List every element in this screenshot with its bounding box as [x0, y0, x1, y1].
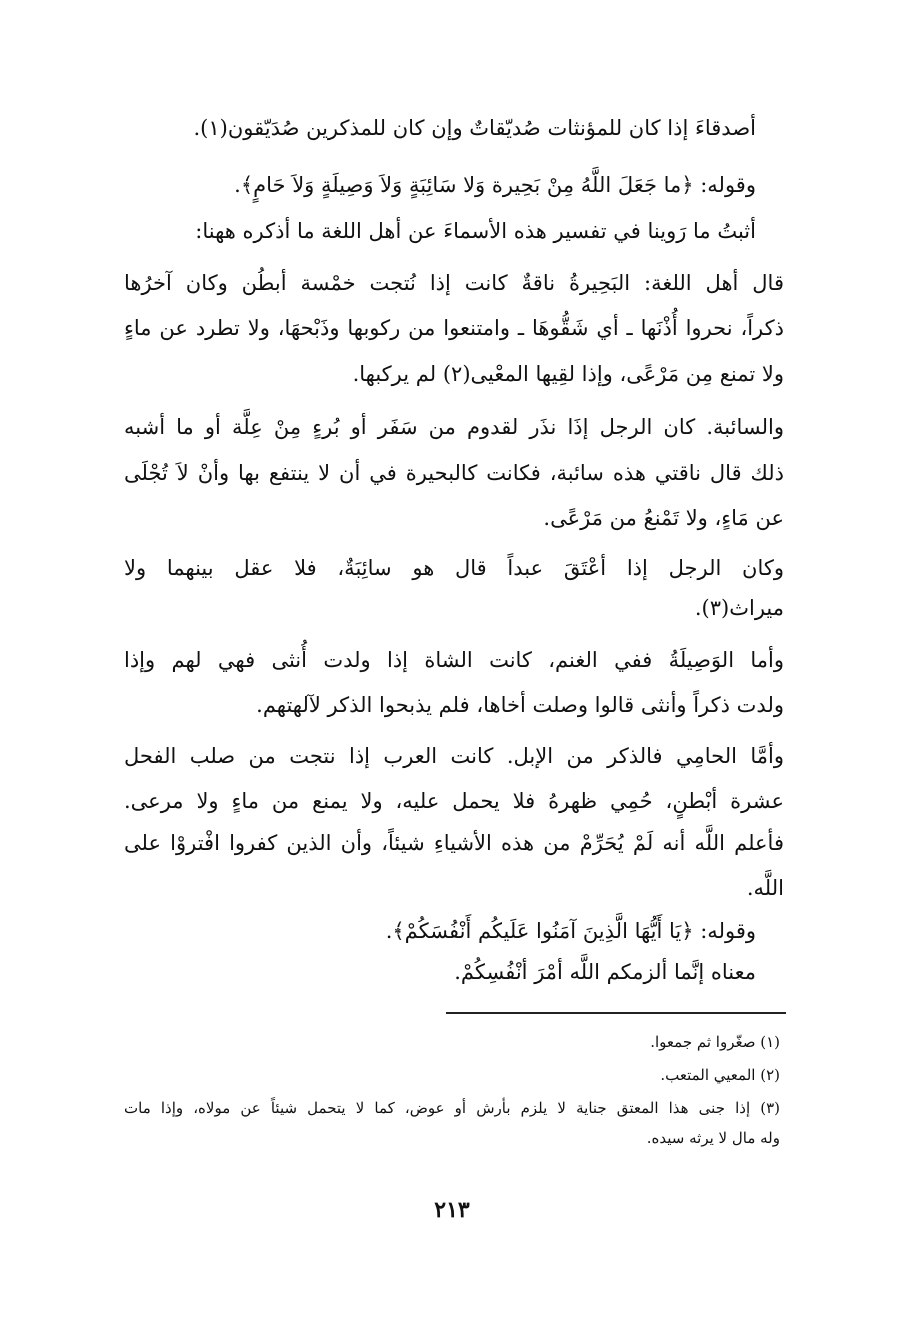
text-line-15: عشرة أبْطنٍ، حُمِي ظهرهُ فلا يحمل عليه، ولا يمنع من ماءٍ ولا مرعى. — [124, 789, 784, 813]
text-line-14: وأمَّا الحامِي فالذكر من الإبل. كانت العرب إذا نتجت من صلب الفحل — [124, 744, 784, 768]
text-line-19: معناه إنَّما ألزمكم اللَّه أمْرَ أنْفُسِكُمْ. — [454, 960, 756, 984]
text-line-9: عن مَاءٍ، ولا تَمْنعُ من مَرْعًى. — [543, 506, 784, 530]
text-line-1: أصدقاءَ إذا كان للمؤنثات صُديّقاتٌ وإن كان للمذكرين صُدَيّقون(١). — [193, 116, 756, 140]
text-line-10: وكان الرجل إذا أعْتَقَ عبداً قال هو سائِبَةٌ، فلا عقل بينهما ولا — [124, 556, 784, 580]
text-line-5: ذكراً، نحروا أُذْنَها ـ أي شَقُّوهَا ـ وامتنعوا من ركوبها وذَبْحهَا، ولا تطرد عن ماءٍ — [124, 316, 784, 340]
footnote-3: (٣) إذا جنى هذا المعتق جناية لا يلزم بأرش أو عوض، كما لا يتحمل شيئاً عن مولاه، وإذا مات — [124, 1099, 780, 1117]
text-line-17: اللَّه. — [746, 876, 784, 900]
footnote-divider — [446, 1012, 786, 1014]
text-line-13: ولدت ذكراً وأنثى قالوا وصلت أخاها، فلم يذبحوا الذكر لآلهتهم. — [256, 693, 784, 717]
text-line-16: فأعلم اللَّه أنه لَمْ يُحَرِّمْ من هذه الأشياءِ شيئاً، وأن الذين كفروا افْتروْا على — [124, 831, 784, 855]
text-line-12: وأما الوَصِيلَةُ ففي الغنم، كانت الشاة إذا ولدت أُنثى فهي لهم وإذا — [124, 648, 784, 672]
text-line-11: ميراث(٣). — [694, 596, 784, 620]
text-line-7: والسائبة. كان الرجل إذَا نذَر لقدوم من سَفَر أو بُرءٍ مِنْ عِلَّة أو ما أشبه — [124, 415, 784, 439]
quran-verse-line-2: وقوله: ﴿يَا أَيُّهَا الَّذِينَ آمَنُوا عَلَيكُم أَنْفُسَكُمْ﴾. — [385, 919, 756, 943]
text-line-6: ولا تمنع مِن مَرْعًى، وإذا لقِيها المعْيى(٢) لم يركبها. — [352, 362, 784, 386]
text-line-4: قال أهل اللغة: البَحِيرةُ ناقةٌ كانت إذا نُتجت خمْسة أبطُن وكان آخرُها — [124, 271, 784, 295]
text-line-8: ذلك قال ناقتي هذه سائبة، فكانت كالبحيرة في أن لا ينتفع بها وأنْ لاَ تُجْلَى — [124, 461, 784, 485]
page-number: ٢١٣ — [434, 1197, 470, 1223]
quran-verse-line: وقوله: ﴿ما جَعَلَ اللَّهُ مِنْ بَحِيرة وَلا سَائِبَةٍ وَلاَ وَصِيلَةٍ وَلاَ حَامٍ﴾. — [234, 173, 756, 197]
footnote-1: (١) صغّروا ثم جمعوا. — [650, 1033, 780, 1051]
footnote-2: (٢) المعيي المتعب. — [660, 1066, 780, 1084]
footnote-3-continued: وله مال لا يرثه سيده. — [646, 1129, 780, 1147]
text-line-3: أثبتُ ما رَوينا في تفسير هذه الأسماءَ عن أهل اللغة ما أذكره ههنا: — [195, 219, 756, 243]
